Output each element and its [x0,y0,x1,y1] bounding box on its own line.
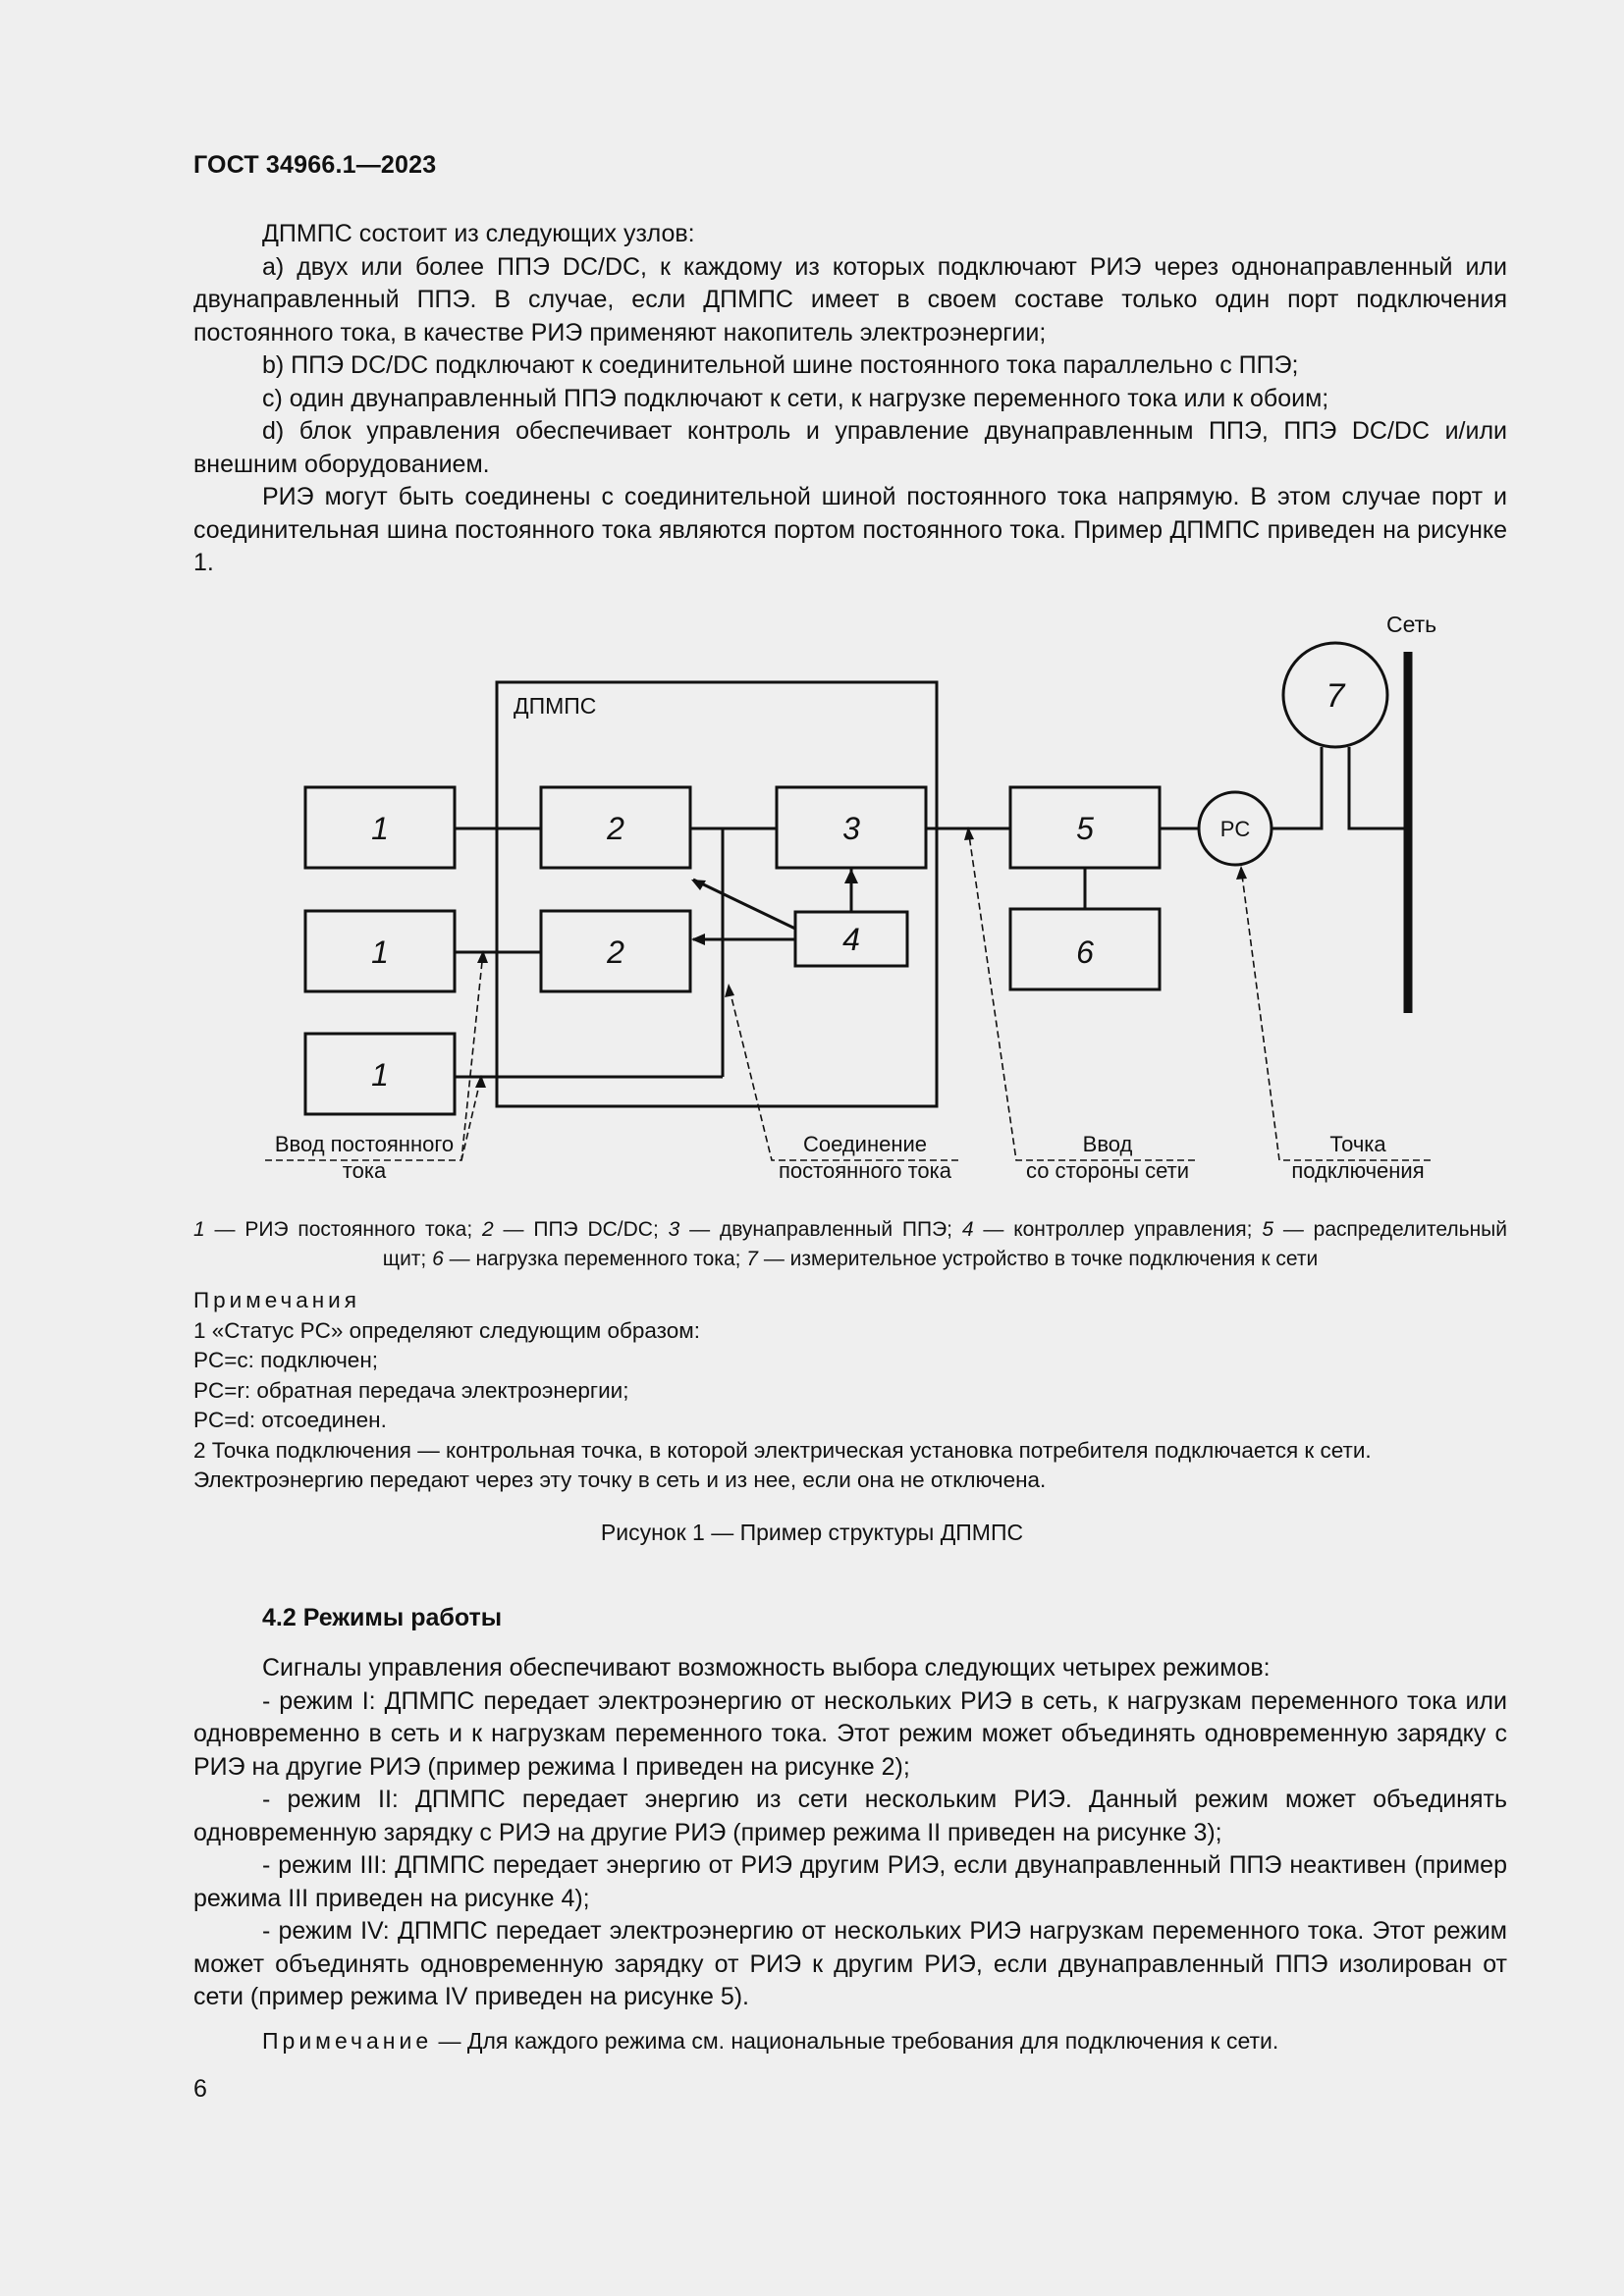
block-1b-label: 1 [371,934,389,970]
grid-label: Сеть [1386,612,1437,637]
block-3-label: 3 [842,811,860,846]
note-2: 2 Точка подключения — контрольная точка, в которой электрическая установка потребителя подключается к сети. Электроэнергию передают через эту точку в сеть и из нее, если она не отключена. [193,1437,1372,1492]
paragraph: РИЭ могут быть соединены с соединительной шиной постоянного тока напрямую. В этом случае порт и соединительная шина постоянного тока являются портом постоянного тока. Пример ДПМПС приведен на рисунке 1. [193,483,1507,576]
mode-3: - режим III: ДПМПС передает энергию от РИЭ другим РИЭ, если двунаправленный ППЭ неактивен (пример режима III приведен на рисунке 4); [193,1851,1507,1912]
figure-notes [193,1286,1507,1496]
document-header: ГОСТ 34966.1—2023 [193,151,437,179]
legend-text: — измерительное устройство в точке подключения к сети [757,1248,1319,1270]
callout-dc-input: Ввод постоянного [274,1132,455,1156]
page-number: 6 [193,2075,207,2103]
paragraph: b) ППЭ DC/DC подключают к соединительной шине постоянного тока параллельно с ППЭ; [262,351,1299,379]
paragraph: a) двух или более ППЭ DC/DC, к каждому из которых подключают РИЭ через однонаправленный или двунаправленный ППЭ. В случае, если ДПМПС имеет в своем составе только один порт подключения постоянного тока, в качестве РИЭ применяют накопитель электроэнергии; [193,252,1507,347]
note-status-r: PC=r: обратная передача электроэнергии; [193,1377,629,1403]
figure-1 [0,589,1624,1198]
modes-text [193,1652,1507,2014]
callout-grid-input: Ввод [1082,1132,1133,1156]
block-2a-label: 2 [607,811,624,846]
intro-text [193,218,1507,580]
callout-dc-input-2: тока [342,1158,387,1183]
note-status-c: PC=c: подключен; [193,1348,378,1372]
notes-title: Примечания [193,1288,360,1312]
legend-num: 5 [1262,1218,1273,1241]
note-1: 1 «Статус PC» определяют следующим образом: [193,1317,700,1343]
legend-num: 1 [193,1218,205,1241]
callout-grid-input-2: со стороны сети [1025,1158,1190,1183]
paragraph: Сигналы управления обеспечивают возможность выбора следующих четырех режимов: [262,1654,1271,1682]
legend-num: 3 [668,1218,680,1241]
block-1c-label: 1 [371,1057,389,1093]
block-5-label: 5 [1076,811,1094,846]
dpmps-frame [497,682,937,1106]
structure-diagram [0,589,1624,1198]
block-2b-label: 2 [607,934,624,970]
callout-pcc: Точка [1329,1132,1386,1156]
block-1a-label: 1 [371,811,389,846]
final-note-text: — Для каждого режима см. национальные требования для подключения к сети. [432,2028,1279,2054]
dpmps-label: ДПМПС [514,693,597,719]
legend-text: — распределительный [1273,1218,1507,1241]
legend-num: 2 [482,1218,494,1241]
legend-text: щит; [382,1248,433,1270]
legend-text: — нагрузка переменного тока; [443,1248,747,1270]
paragraph: d) блок управления обеспечивает контроль и управление двунаправленным ППЭ, ППЭ DC/DC и/или внешним оборудованием. [193,417,1507,478]
callout-dc-link-2: постоянного тока [779,1158,951,1183]
legend-text: — ППЭ DC/DC; [493,1218,669,1241]
mode-1: - режим I: ДПМПС передает электроэнергию от нескольких РИЭ в сеть, к нагрузкам переменного тока или одновременно в сеть и к нагрузкам переменного тока. Этот режим может объединять одновременную зарядку с РИЭ на другие РИЭ (пример режима I приведен на рисунке 2); [193,1686,1507,1781]
note-status-d: PC=d: отсоединен. [193,1408,387,1432]
legend-num: 4 [961,1218,974,1241]
legend-text: — двунаправленный ППЭ; [679,1218,962,1241]
legend-num: 7 [746,1248,758,1270]
mode-2: - режим II: ДПМПС передает энергию из сети нескольким РИЭ. Данный режим может объединять одновременную зарядку с РИЭ на другие РИЭ (пример режима II приведен на рисунке 3); [193,1786,1507,1846]
mode-4: - режим IV: ДПМПС передает электроэнергию от нескольких РИЭ нагрузкам переменного тока. Этот режим может объединять одновременную зарядку от РИЭ к другим РИЭ, если двунаправленный ППЭ изолирован от сети (пример режима IV приведен на рисунке 5). [193,1917,1507,2010]
final-note [262,2028,1278,2055]
figure-caption: Рисунок 1 — Пример структуры ДПМПС [600,1520,1024,1545]
legend-text: — РИЭ постоянного тока; [204,1218,482,1241]
block-4-label: 4 [842,922,860,957]
pc-label: PC [1219,817,1251,841]
legend-text: — контроллер управления; [973,1218,1263,1241]
callout-pcc-2: подключения [1291,1158,1425,1183]
paragraph: c) один двунаправленный ППЭ подключают к сети, к нагрузке переменного тока или к обоим; [262,384,1329,412]
paragraph: ДПМПС состоит из следующих узлов: [262,220,695,247]
block-7-label: 7 [1326,677,1345,715]
figure-legend [193,1215,1507,1274]
callout-dc-link: Соединение [802,1132,928,1156]
block-6-label: 6 [1076,934,1094,970]
section-title: 4.2 Режимы работы [262,1604,503,1631]
legend-num: 6 [432,1248,444,1270]
final-note-label: Примечание [262,2028,433,2054]
